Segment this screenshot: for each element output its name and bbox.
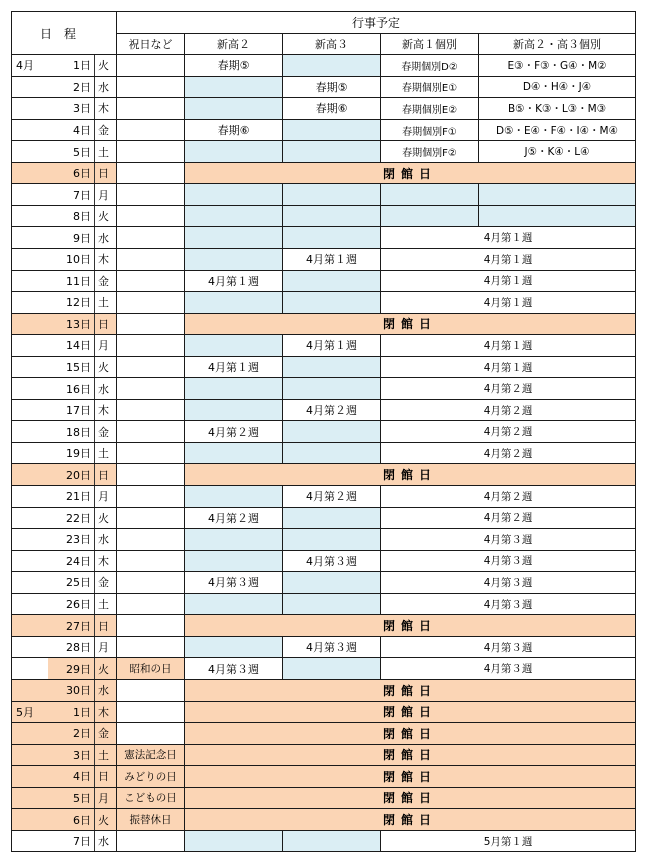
table-row xyxy=(12,55,636,77)
new-hs3-cell: 4月第１週 xyxy=(283,249,381,271)
table-row xyxy=(12,162,636,184)
month-cell xyxy=(12,615,48,637)
date-cell: 17日 xyxy=(48,399,95,421)
month-cell xyxy=(12,313,48,335)
date-cell: 1日 xyxy=(48,701,95,723)
date-cell: 18日 xyxy=(48,421,95,443)
date-cell: 3日 xyxy=(48,744,95,766)
holiday-cell xyxy=(117,679,185,701)
month-cell xyxy=(12,486,48,508)
date-cell: 3日 xyxy=(48,98,95,120)
individual-week-cell: 4月第２週 xyxy=(381,486,636,508)
weekday-cell: 金 xyxy=(95,421,117,443)
holiday-cell xyxy=(117,270,185,292)
date-cell: 22日 xyxy=(48,507,95,529)
table-row xyxy=(12,486,636,508)
table-row xyxy=(12,636,636,658)
holiday-cell xyxy=(117,701,185,723)
new-hs2-cell xyxy=(185,486,283,508)
new-hs2-hs3-individual-cell: E③・F③・G④・M② xyxy=(479,55,636,77)
holiday-cell xyxy=(117,593,185,615)
new-hs2-cell xyxy=(185,550,283,572)
schedule-table xyxy=(11,11,636,852)
new-hs2-cell xyxy=(185,227,283,249)
weekday-cell: 日 xyxy=(95,313,117,335)
new-hs2-cell xyxy=(185,98,283,120)
holiday-cell xyxy=(117,378,185,400)
individual-week-cell: 4月第３週 xyxy=(381,658,636,680)
new-hs1-individual-cell: 春期個別D② xyxy=(381,55,479,77)
table-row xyxy=(12,98,636,120)
table-row xyxy=(12,399,636,421)
date-cell: 5日 xyxy=(48,141,95,163)
individual-week-cell: 5月第１週 xyxy=(381,830,636,852)
weekday-cell: 木 xyxy=(95,249,117,271)
weekday-cell: 土 xyxy=(95,744,117,766)
new-hs3-cell xyxy=(283,658,381,680)
holiday-cell xyxy=(117,507,185,529)
individual-week-cell: 4月第３週 xyxy=(381,572,636,594)
month-cell xyxy=(12,399,48,421)
holiday-cell xyxy=(117,335,185,357)
holiday-cell xyxy=(117,421,185,443)
date-cell: 4日 xyxy=(48,766,95,788)
weekday-cell: 木 xyxy=(95,399,117,421)
new-hs2-cell xyxy=(185,335,283,357)
month-cell xyxy=(12,227,48,249)
weekday-cell: 月 xyxy=(95,486,117,508)
weekday-cell: 火 xyxy=(95,658,117,680)
new-hs2-cell: 4月第２週 xyxy=(185,507,283,529)
month-cell xyxy=(12,658,48,680)
table-row xyxy=(12,593,636,615)
weekday-cell: 土 xyxy=(95,141,117,163)
new-hs2-cell xyxy=(185,442,283,464)
weekday-cell: 水 xyxy=(95,679,117,701)
weekday-cell: 火 xyxy=(95,205,117,227)
date-cell: 11日 xyxy=(48,270,95,292)
table-row xyxy=(12,249,636,271)
date-cell: 6日 xyxy=(48,809,95,831)
month-cell xyxy=(12,335,48,357)
new-hs1-individual-cell: 春期個別E① xyxy=(381,76,479,98)
holiday-cell xyxy=(117,550,185,572)
holiday-cell xyxy=(117,615,185,637)
holiday-cell xyxy=(117,162,185,184)
holiday-cell xyxy=(117,292,185,314)
date-cell: 5日 xyxy=(48,787,95,809)
holiday-cell xyxy=(117,184,185,206)
date-cell: 15日 xyxy=(48,356,95,378)
weekday-cell: 金 xyxy=(95,572,117,594)
weekday-cell: 火 xyxy=(95,356,117,378)
table-row xyxy=(12,141,636,163)
new-hs3-cell xyxy=(283,119,381,141)
closed-day-cell: 閉館日 xyxy=(185,744,636,766)
weekday-cell: 日 xyxy=(95,615,117,637)
individual-week-cell: 4月第１週 xyxy=(381,356,636,378)
closed-day-cell: 閉館日 xyxy=(185,809,636,831)
date-cell: 13日 xyxy=(48,313,95,335)
table-row xyxy=(12,442,636,464)
date-cell: 4日 xyxy=(48,119,95,141)
date-cell: 20日 xyxy=(48,464,95,486)
individual-week-cell: 4月第３週 xyxy=(381,550,636,572)
date-cell: 19日 xyxy=(48,442,95,464)
new-hs2-cell xyxy=(185,205,283,227)
new-hs3-cell: 4月第３週 xyxy=(283,636,381,658)
schedule-header: 日程 xyxy=(12,12,117,55)
table-row xyxy=(12,507,636,529)
weekday-cell: 月 xyxy=(95,335,117,357)
month-cell xyxy=(12,292,48,314)
new-hs1-individual-cell xyxy=(381,184,479,206)
table-row xyxy=(12,787,636,809)
individual-week-cell: 4月第１週 xyxy=(381,227,636,249)
table-row xyxy=(12,119,636,141)
weekday-cell: 火 xyxy=(95,507,117,529)
month-cell xyxy=(12,593,48,615)
weekday-cell: 火 xyxy=(95,55,117,77)
table-row xyxy=(12,464,636,486)
weekday-cell: 月 xyxy=(95,636,117,658)
new-hs3-cell xyxy=(283,227,381,249)
holiday-cell xyxy=(117,141,185,163)
month-cell xyxy=(12,76,48,98)
weekday-cell: 日 xyxy=(95,766,117,788)
date-cell: 16日 xyxy=(48,378,95,400)
table-row xyxy=(12,205,636,227)
month-cell xyxy=(12,184,48,206)
holiday-cell: 憲法記念日 xyxy=(117,744,185,766)
table-row xyxy=(12,227,636,249)
month-cell xyxy=(12,421,48,443)
weekday-cell: 水 xyxy=(95,378,117,400)
month-cell xyxy=(12,119,48,141)
new-hs3-cell xyxy=(283,141,381,163)
date-cell: 7日 xyxy=(48,830,95,852)
new-hs3-cell xyxy=(283,270,381,292)
date-cell: 14日 xyxy=(48,335,95,357)
new-hs2-cell: 4月第３週 xyxy=(185,572,283,594)
new-hs2-cell xyxy=(185,249,283,271)
new-hs3-cell xyxy=(283,205,381,227)
month-cell: 4月 xyxy=(12,55,48,77)
weekday-cell: 木 xyxy=(95,701,117,723)
date-cell: 7日 xyxy=(48,184,95,206)
holiday-cell xyxy=(117,464,185,486)
individual-week-cell: 4月第３週 xyxy=(381,636,636,658)
closed-day-cell: 閉館日 xyxy=(185,787,636,809)
month-cell xyxy=(12,162,48,184)
table-row xyxy=(12,550,636,572)
individual-week-cell: 4月第１週 xyxy=(381,335,636,357)
new-hs3-cell xyxy=(283,830,381,852)
new-hs3-cell xyxy=(283,421,381,443)
month-cell xyxy=(12,378,48,400)
month-cell xyxy=(12,464,48,486)
holiday-cell xyxy=(117,572,185,594)
col-new-hs1-individual-header: 新高１個別 xyxy=(381,33,479,55)
date-cell: 6日 xyxy=(48,162,95,184)
individual-week-cell: 4月第２週 xyxy=(381,399,636,421)
date-cell: 21日 xyxy=(48,486,95,508)
weekday-cell: 水 xyxy=(95,227,117,249)
date-cell: 1日 xyxy=(48,55,95,77)
holiday-cell: みどりの日 xyxy=(117,766,185,788)
new-hs3-cell: 4月第２週 xyxy=(283,399,381,421)
holiday-cell xyxy=(117,76,185,98)
month-cell xyxy=(12,744,48,766)
weekday-cell: 金 xyxy=(95,723,117,745)
month-cell xyxy=(12,442,48,464)
new-hs3-cell xyxy=(283,184,381,206)
month-cell xyxy=(12,529,48,551)
month-cell xyxy=(12,141,48,163)
new-hs3-cell xyxy=(283,55,381,77)
new-hs2-cell: 4月第２週 xyxy=(185,421,283,443)
individual-week-cell: 4月第２週 xyxy=(381,421,636,443)
closed-day-cell: 閉館日 xyxy=(185,766,636,788)
holiday-cell: 昭和の日 xyxy=(117,658,185,680)
new-hs3-cell xyxy=(283,529,381,551)
new-hs3-cell xyxy=(283,507,381,529)
individual-week-cell: 4月第１週 xyxy=(381,249,636,271)
month-cell xyxy=(12,809,48,831)
month-cell xyxy=(12,679,48,701)
table-row xyxy=(12,378,636,400)
col-new-hs2-hs3-individual-header: 新高２・高３個別 xyxy=(479,33,636,55)
table-row xyxy=(12,679,636,701)
schedule-body xyxy=(12,55,636,852)
date-cell: 9日 xyxy=(48,227,95,249)
closed-day-cell: 閉館日 xyxy=(185,723,636,745)
table-row xyxy=(12,76,636,98)
table-row xyxy=(12,421,636,443)
new-hs3-cell xyxy=(283,572,381,594)
holiday-cell: 振替休日 xyxy=(117,809,185,831)
individual-week-cell: 4月第３週 xyxy=(381,593,636,615)
new-hs2-cell: 4月第３週 xyxy=(185,658,283,680)
new-hs2-cell xyxy=(185,378,283,400)
new-hs2-cell xyxy=(185,399,283,421)
new-hs3-cell: 4月第３週 xyxy=(283,550,381,572)
month-cell xyxy=(12,572,48,594)
new-hs3-cell: 春期⑤ xyxy=(283,76,381,98)
new-hs2-cell: 4月第１週 xyxy=(185,356,283,378)
new-hs2-hs3-individual-cell: D⑤・E④・F④・I④・M④ xyxy=(479,119,636,141)
month-cell xyxy=(12,98,48,120)
weekday-cell: 金 xyxy=(95,270,117,292)
new-hs2-cell: 春期⑥ xyxy=(185,119,283,141)
new-hs3-cell: 4月第２週 xyxy=(283,486,381,508)
holiday-cell xyxy=(117,723,185,745)
weekday-cell: 土 xyxy=(95,292,117,314)
col-holiday-header: 祝日など xyxy=(117,33,185,55)
holiday-cell xyxy=(117,227,185,249)
table-row xyxy=(12,830,636,852)
weekday-cell: 木 xyxy=(95,550,117,572)
new-hs2-cell: 春期⑤ xyxy=(185,55,283,77)
individual-week-cell: 4月第２週 xyxy=(381,507,636,529)
weekday-cell: 日 xyxy=(95,464,117,486)
month-cell xyxy=(12,550,48,572)
weekday-cell: 日 xyxy=(95,162,117,184)
month-cell xyxy=(12,507,48,529)
new-hs1-individual-cell: 春期個別E② xyxy=(381,98,479,120)
holiday-cell xyxy=(117,830,185,852)
table-row xyxy=(12,184,636,206)
month-cell xyxy=(12,356,48,378)
table-row xyxy=(12,658,636,680)
holiday-cell xyxy=(117,486,185,508)
new-hs2-cell xyxy=(185,292,283,314)
date-cell: 2日 xyxy=(48,723,95,745)
new-hs1-individual-cell xyxy=(381,205,479,227)
holiday-cell xyxy=(117,636,185,658)
date-cell: 24日 xyxy=(48,550,95,572)
individual-week-cell: 4月第２週 xyxy=(381,378,636,400)
new-hs2-hs3-individual-cell: D④・H④・J④ xyxy=(479,76,636,98)
weekday-cell: 水 xyxy=(95,830,117,852)
holiday-cell xyxy=(117,313,185,335)
table-row xyxy=(12,292,636,314)
new-hs2-cell xyxy=(185,529,283,551)
new-hs2-cell xyxy=(185,593,283,615)
new-hs1-individual-cell: 春期個別F① xyxy=(381,119,479,141)
month-cell: 5月 xyxy=(12,701,48,723)
holiday-cell xyxy=(117,399,185,421)
table-row xyxy=(12,744,636,766)
table-row xyxy=(12,529,636,551)
new-hs1-individual-cell: 春期個別F② xyxy=(381,141,479,163)
events-header: 行事予定 xyxy=(117,12,636,34)
weekday-cell: 月 xyxy=(95,184,117,206)
new-hs2-cell xyxy=(185,830,283,852)
date-cell: 10日 xyxy=(48,249,95,271)
holiday-cell xyxy=(117,529,185,551)
month-cell xyxy=(12,636,48,658)
individual-week-cell: 4月第１週 xyxy=(381,270,636,292)
new-hs3-cell: 4月第１週 xyxy=(283,335,381,357)
table-row xyxy=(12,335,636,357)
date-cell: 28日 xyxy=(48,636,95,658)
header-row-top xyxy=(12,12,636,34)
table-row xyxy=(12,723,636,745)
table-row xyxy=(12,572,636,594)
date-cell: 27日 xyxy=(48,615,95,637)
table-row xyxy=(12,615,636,637)
holiday-cell xyxy=(117,205,185,227)
month-cell xyxy=(12,723,48,745)
date-cell: 12日 xyxy=(48,292,95,314)
date-cell: 29日 xyxy=(48,658,95,680)
new-hs2-hs3-individual-cell: J⑤・K④・L④ xyxy=(479,141,636,163)
weekday-cell: 火 xyxy=(95,809,117,831)
date-cell: 30日 xyxy=(48,679,95,701)
col-new-hs3-header: 新高３ xyxy=(283,33,381,55)
holiday-cell: こどもの日 xyxy=(117,787,185,809)
table-row xyxy=(12,809,636,831)
month-cell xyxy=(12,787,48,809)
weekday-cell: 水 xyxy=(95,529,117,551)
new-hs3-cell xyxy=(283,356,381,378)
new-hs2-hs3-individual-cell xyxy=(479,205,636,227)
table-row xyxy=(12,313,636,335)
table-row xyxy=(12,356,636,378)
closed-day-cell: 閉館日 xyxy=(185,313,636,335)
new-hs2-cell xyxy=(185,184,283,206)
individual-week-cell: 4月第２週 xyxy=(381,442,636,464)
individual-week-cell: 4月第３週 xyxy=(381,529,636,551)
table-row xyxy=(12,701,636,723)
table-row xyxy=(12,270,636,292)
holiday-cell xyxy=(117,249,185,271)
weekday-cell: 土 xyxy=(95,442,117,464)
weekday-cell: 土 xyxy=(95,593,117,615)
date-cell: 8日 xyxy=(48,205,95,227)
month-cell xyxy=(12,830,48,852)
new-hs3-cell: 春期⑥ xyxy=(283,98,381,120)
holiday-cell xyxy=(117,98,185,120)
new-hs2-cell xyxy=(185,76,283,98)
weekday-cell: 月 xyxy=(95,787,117,809)
month-cell xyxy=(12,205,48,227)
month-cell xyxy=(12,270,48,292)
new-hs3-cell xyxy=(283,593,381,615)
month-cell xyxy=(12,766,48,788)
closed-day-cell: 閉館日 xyxy=(185,615,636,637)
new-hs3-cell xyxy=(283,378,381,400)
closed-day-cell: 閉館日 xyxy=(185,701,636,723)
weekday-cell: 水 xyxy=(95,76,117,98)
weekday-cell: 金 xyxy=(95,119,117,141)
weekday-cell: 木 xyxy=(95,98,117,120)
date-cell: 25日 xyxy=(48,572,95,594)
table-row xyxy=(12,766,636,788)
new-hs3-cell xyxy=(283,292,381,314)
new-hs3-cell xyxy=(283,442,381,464)
holiday-cell xyxy=(117,55,185,77)
closed-day-cell: 閉館日 xyxy=(185,679,636,701)
holiday-cell xyxy=(117,356,185,378)
date-cell: 2日 xyxy=(48,76,95,98)
closed-day-cell: 閉館日 xyxy=(185,464,636,486)
new-hs2-cell: 4月第１週 xyxy=(185,270,283,292)
new-hs2-cell xyxy=(185,141,283,163)
date-cell: 23日 xyxy=(48,529,95,551)
new-hs2-cell xyxy=(185,636,283,658)
closed-day-cell: 閉館日 xyxy=(185,162,636,184)
col-new-hs2-header: 新高２ xyxy=(185,33,283,55)
date-cell: 26日 xyxy=(48,593,95,615)
individual-week-cell: 4月第１週 xyxy=(381,292,636,314)
new-hs2-hs3-individual-cell: B⑤・K③・L③・M③ xyxy=(479,98,636,120)
month-cell xyxy=(12,249,48,271)
holiday-cell xyxy=(117,442,185,464)
new-hs2-hs3-individual-cell xyxy=(479,184,636,206)
holiday-cell xyxy=(117,119,185,141)
